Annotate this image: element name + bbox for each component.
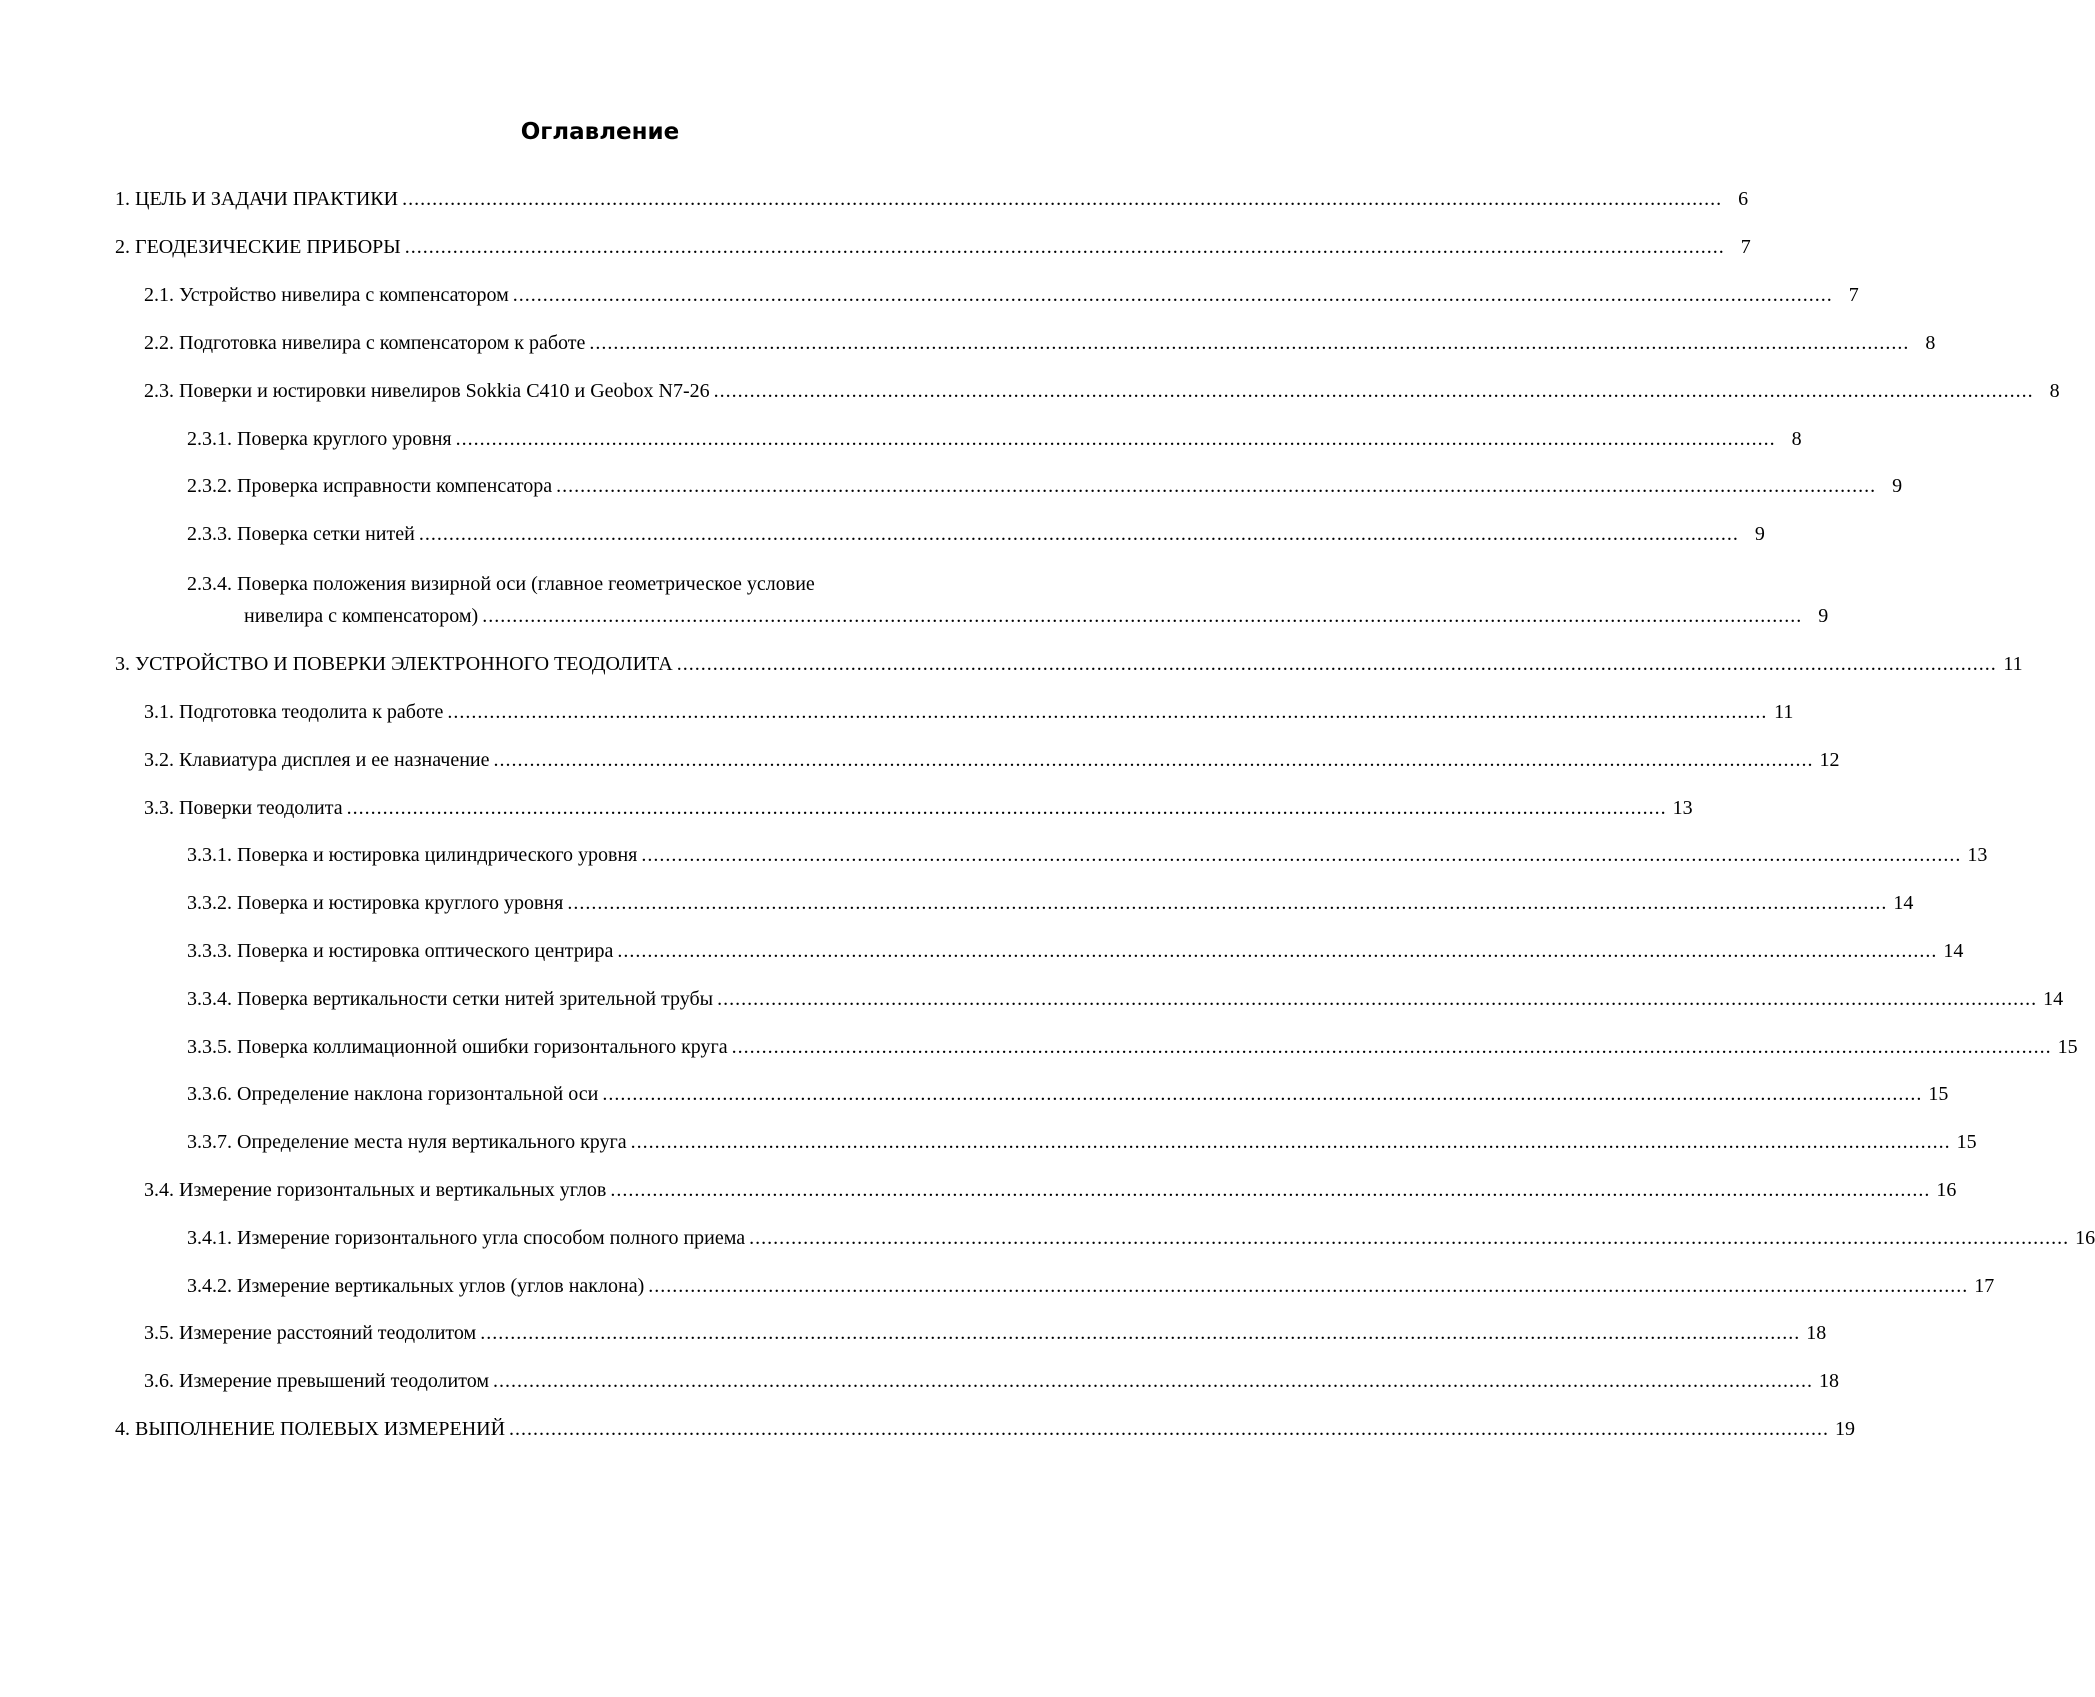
toc-entry-label: 2.1. Устройство нивелира с компенсатором [144, 284, 509, 306]
toc-entry-1[interactable] [115, 187, 1749, 211]
dot-leader: ............................................................................................................................................................................................................................ [589, 332, 1910, 354]
toc-entry-page: 18 [1819, 1370, 1839, 1392]
dot-leader: ............................................................................................................................................................................................................................ [455, 428, 1776, 450]
toc-entry-label: 4. ВЫПОЛНЕНИЕ ПОЛЕВЫХ ИЗМЕРЕНИЙ [115, 1418, 506, 1440]
toc-entry-page: 14 [1943, 940, 1964, 962]
toc-entry-page: 19 [1835, 1418, 1856, 1440]
toc-entry-label: 3.6. Измерение превышений теодолитом [144, 1370, 489, 1392]
dot-leader: ............................................................................................................................................................................................................................ [617, 940, 1938, 962]
dot-leader: ............................................................................................................................................................................................................................ [509, 1418, 1830, 1440]
toc-entry-3-3-1[interactable] [187, 843, 1988, 867]
toc-entry-3-6[interactable] [144, 1369, 1839, 1393]
dot-leader: ............................................................................................................................................................................................................................ [610, 1179, 1931, 1201]
toc-entry-3-4-1[interactable] [187, 1226, 2095, 1250]
toc-entry-page: 15 [2057, 1036, 2078, 1058]
toc-entry-3[interactable] [115, 652, 2023, 676]
toc-entry-page: 8 [1925, 332, 1936, 354]
toc-entry-3-3-6[interactable] [187, 1082, 1949, 1106]
toc-entry-page: 18 [1806, 1322, 1827, 1344]
dot-leader: ............................................................................................................................................................................................................................ [556, 475, 1877, 497]
toc-entry-page: 11 [2003, 653, 2023, 675]
toc-entry-page: 16 [1936, 1179, 1957, 1201]
toc-entry-page: 7 [1848, 284, 1859, 306]
toc-entry-3-3-3[interactable] [187, 939, 1964, 963]
toc-entry-page: 14 [1893, 892, 1914, 914]
toc-entry-page: 13 [1672, 797, 1693, 819]
toc-entry-2-2[interactable] [144, 331, 1936, 355]
toc-entry-page: 14 [2043, 988, 2064, 1010]
toc-entry-page: 15 [1956, 1131, 1977, 1153]
toc-entry-page: 12 [1819, 749, 1840, 771]
dot-leader: ............................................................................................................................................................................................................................ [447, 701, 1768, 723]
dot-leader: ............................................................................................................................................................................................................................ [346, 797, 1667, 819]
toc-entry-label: 3.3.4. Поверка вертикальности сетки нитей зрительной трубы [187, 988, 714, 1010]
toc-entry-page: 8 [2049, 380, 2060, 402]
toc-entry-2-3-2[interactable] [187, 474, 1903, 498]
toc-entry-page: 7 [1740, 236, 1751, 258]
dot-leader: ............................................................................................................................................................................................................................ [717, 988, 2038, 1010]
toc-entry-label: 3.3.3. Поверка и юстировка оптического центрира [187, 940, 614, 962]
toc-entry-page: 8 [1791, 428, 1802, 450]
dot-leader: ............................................................................................................................................................................................................................ [602, 1083, 1923, 1105]
dot-leader: ............................................................................................................................................................................................................................ [641, 844, 1962, 866]
toc-entry-3-5[interactable] [144, 1321, 1827, 1345]
toc-entry-2-1[interactable] [144, 283, 1859, 307]
dot-leader: ............................................................................................................................................................................................................................ [482, 605, 1803, 627]
dot-leader: ............................................................................................................................................................................................................................ [493, 749, 1814, 771]
dot-leader: ............................................................................................................................................................................................................................ [418, 523, 1739, 545]
dot-leader: ............................................................................................................................................................................................................................ [402, 188, 1723, 210]
toc-entry-3-1[interactable] [144, 700, 1794, 724]
dot-leader: ............................................................................................................................................................................................................................ [731, 1036, 2052, 1058]
toc-entry-2-3-4[interactable] [187, 568, 1829, 632]
toc-entry-2-3[interactable] [144, 379, 2060, 403]
toc-entry-label: 3.3.7. Определение места нуля вертикального круга [187, 1131, 627, 1153]
toc-entry-label: 3.4.1. Измерение горизонтального угла способом полного приема [187, 1227, 746, 1249]
toc-entry-page: 9 [1818, 605, 1829, 627]
dot-leader: ............................................................................................................................................................................................................................ [480, 1322, 1801, 1344]
dot-leader: ............................................................................................................................................................................................................................ [749, 1227, 2070, 1249]
toc-entry-label: 3.3. Поверки теодолита [144, 797, 343, 819]
toc-entry-label: 2.3. Поверки и юстировки нивелиров Sokkia C410 и Geobox N7-26 [144, 380, 710, 402]
toc-entry-3-3-5[interactable] [187, 1035, 2078, 1059]
dot-leader: ............................................................................................................................................................................................................................ [630, 1131, 1951, 1153]
toc-entry-label: 2.3.4. Поверка положения визирной оси (главное геометрическое условие [187, 573, 815, 595]
toc-entry-page: 17 [1974, 1275, 1995, 1297]
dot-leader: ............................................................................................................................................................................................................................ [404, 236, 1725, 258]
toc-entry-2-3-1[interactable] [187, 427, 1802, 451]
toc-entry-3-3[interactable] [144, 796, 1693, 820]
toc-entry-3-4-2[interactable] [187, 1274, 1995, 1298]
dot-leader: ............................................................................................................................................................................................................................ [713, 380, 2034, 402]
toc-entry-label: 2. ГЕОДЕЗИЧЕСКИЕ ПРИБОРЫ [115, 236, 401, 258]
toc-entry-3-4[interactable] [144, 1178, 1957, 1202]
toc-entry-2-3-3[interactable] [187, 522, 1765, 546]
dot-leader: ............................................................................................................................................................................................................................ [676, 653, 1997, 675]
toc-entry-label: 2.3.1. Поверка круглого уровня [187, 428, 452, 450]
toc-entry-3-3-2[interactable] [187, 891, 1914, 915]
toc-entry-label: 2.3.3. Поверка сетки нитей [187, 523, 415, 545]
toc-entry-page: 15 [1928, 1083, 1949, 1105]
toc-entry-page: 16 [2075, 1227, 2095, 1249]
toc-entry-label: 3.3.1. Поверка и юстировка цилиндрического уровня [187, 844, 638, 866]
toc-entry-page: 9 [1892, 475, 1903, 497]
toc-entry-label: 3.3.6. Определение наклона горизонтальной оси [187, 1083, 599, 1105]
toc-entry-page: 6 [1738, 188, 1749, 210]
toc-entry-label: 3.3.2. Поверка и юстировка круглого уровня [187, 892, 564, 914]
page-title: Оглавление [520, 119, 680, 145]
dot-leader: ............................................................................................................................................................................................................................ [567, 892, 1888, 914]
toc-entry-label: 3. УСТРОЙСТВО И ПОВЕРКИ ЭЛЕКТРОННОГО ТЕОДОЛИТА [115, 653, 673, 675]
toc-entry-3-3-4[interactable] [187, 987, 2064, 1011]
toc-entry-3-3-7[interactable] [187, 1130, 1977, 1154]
dot-leader: ............................................................................................................................................................................................................................ [648, 1275, 1969, 1297]
toc-entry-label-continued: нивелира с компенсатором) [244, 605, 479, 627]
toc-entry-page: 11 [1774, 701, 1794, 723]
dot-leader: ............................................................................................................................................................................................................................ [493, 1370, 1813, 1392]
toc-entry-label: 3.4.2. Измерение вертикальных углов (углов наклона) [187, 1275, 645, 1297]
toc-entry-3-2[interactable] [144, 748, 1840, 772]
toc-entry-2[interactable] [115, 235, 1751, 259]
toc-entry-label: 3.2. Клавиатура дисплея и ее назначение [144, 749, 490, 771]
toc-entry-page: 9 [1754, 523, 1765, 545]
toc-entry-4[interactable] [115, 1417, 1856, 1441]
toc-entry-label: 3.5. Измерение расстояний теодолитом [144, 1322, 477, 1344]
toc-entry-label: 1. ЦЕЛЬ И ЗАДАЧИ ПРАКТИКИ [115, 188, 399, 210]
toc-entry-label: 3.4. Измерение горизонтальных и вертикальных углов [144, 1179, 607, 1201]
toc-entry-label: 3.1. Подготовка теодолита к работе [144, 701, 444, 723]
dot-leader: ............................................................................................................................................................................................................................ [512, 284, 1833, 306]
toc-entry-page: 13 [1967, 844, 1988, 866]
toc-entry-label: 3.3.5. Поверка коллимационной ошибки горизонтального круга [187, 1036, 728, 1058]
toc-entry-label: 2.3.2. Проверка исправности компенсатора [187, 475, 553, 497]
toc-entry-label: 2.2. Подготовка нивелира с компенсатором к работе [144, 332, 586, 354]
